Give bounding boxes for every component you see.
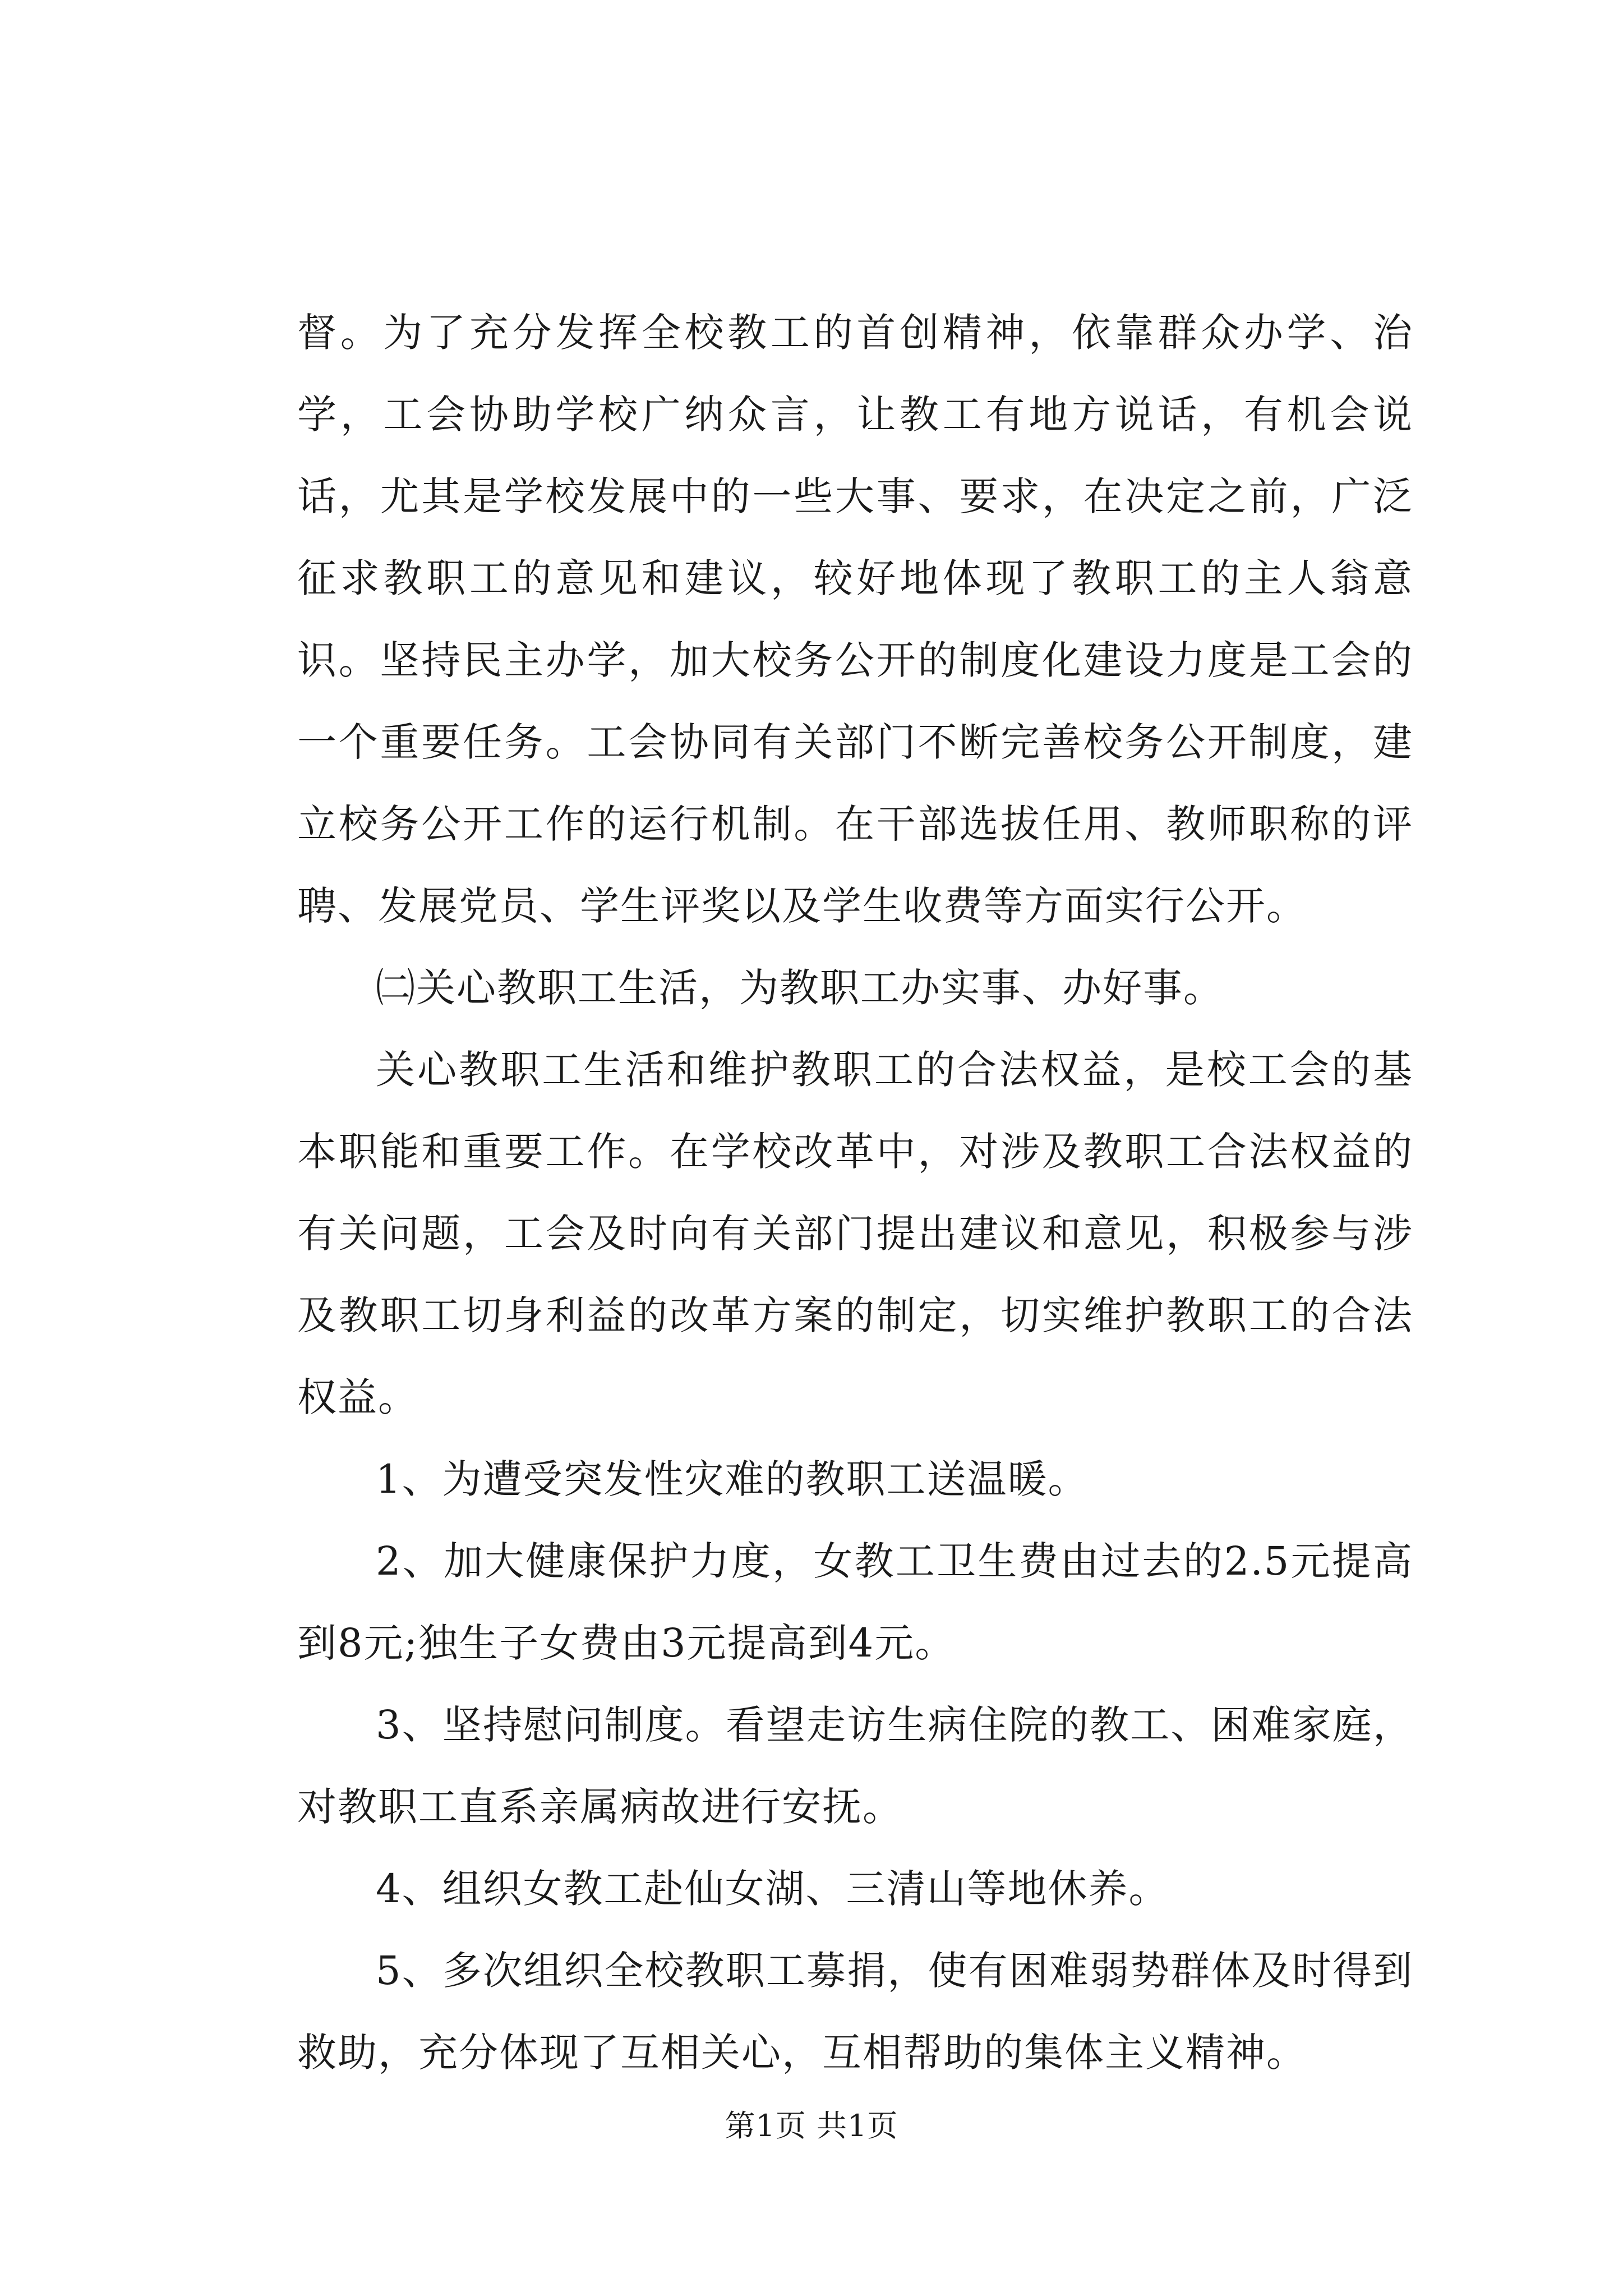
paragraph-continuation: 督。为了充分发挥全校教工的首创精神，依靠群众办学、治学，工会协助学校广纳众言，让教工有地方说话，有机会说话，尤其是学校发展中的一些大事、要求，在决定之前，广泛征求教职工的意见和建议，较好地体现了教职工的主人翁意识。坚持民主办学，加大校务公开的制度化建设力度是工会的一个重要任务。工会协同有关部门不断完善校务公开制度，建立校务公开工作的运行机制。在干部选拔任用、教师职称的评聘、发展党员、学生评奖以及学生收费等方面实行公开。 (297, 310, 1413, 929)
document-body (297, 292, 1413, 2093)
list-item-2: 2、加大健康保护力度，女教工卫生费由过去的2.5元提高到8元;独生子女费由3元提高到4元。 (297, 1538, 1413, 1666)
list-item-5: 5、多次组织全校教职工募捐，使有困难弱势群体及时得到救助，充分体现了互相关心，互相帮助的集体主义精神。 (297, 1948, 1413, 2076)
page-footer: 第1页 共1页 (725, 2108, 898, 2143)
list-item-1: 1、为遭受突发性灾难的教职工送温暖。 (376, 1456, 1089, 1502)
list-item-4: 4、组织女教工赴仙女湖、三清山等地休养。 (376, 1866, 1169, 1912)
paragraph-intro: 关心教职工生活和维护教职工的合法权益，是校工会的基本职能和重要工作。在学校改革中，对涉及教职工合法权益的有关问题，工会及时向有关部门提出建议和意见，积极参与涉及教职工切身利益的改革方案的制定，切实维护教职工的合法权益。 (297, 1047, 1413, 1420)
list-item-3: 3、坚持慰问制度。看望走访生病住院的教工、困难家庭，对教职工直系亲属病故进行安抚。 (297, 1702, 1413, 1830)
section-heading: ㈡关心教职工生活，为教职工办实事、办好事。 (376, 965, 1224, 1011)
